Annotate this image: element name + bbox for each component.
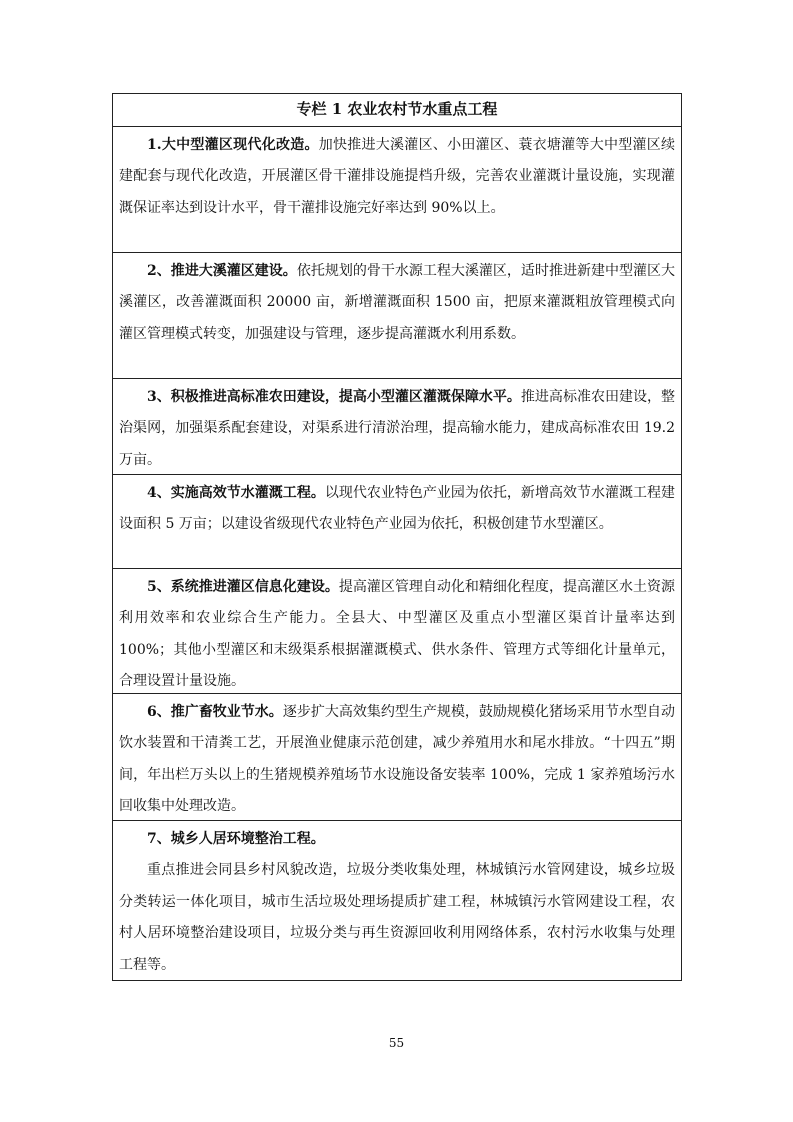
item-heading: 6、推广畜牧业节水。	[147, 704, 283, 720]
page-number: 55	[388, 1036, 405, 1050]
item-heading: 7、城乡人居环境整治工程。	[147, 831, 325, 847]
table-row	[113, 474, 681, 568]
key-projects-table	[112, 93, 682, 981]
table-row	[113, 820, 681, 980]
table-row	[113, 378, 681, 474]
table-row	[113, 568, 681, 693]
item-heading: 3、积极推进高标准农田建设，提高小型灌区灌溉保障水平。	[147, 389, 521, 405]
item-heading: 5、系统推进灌区信息化建设。	[147, 579, 339, 595]
item-body: 重点推进会同县乡村风貌改造，垃圾分类收集处理，林城镇污水管网建设，城乡垃圾分类转运一体化项目，城市生活垃圾处理场提质扩建工程，林城镇污水管网建设工程，农村人居环境整治建设项目，垃圾分类与再生资源回收利用网络体系，农村污水收集与处理工程等。	[119, 862, 675, 973]
item-heading: 4、实施高效节水灌溉工程。	[147, 485, 325, 501]
item-heading: 2、推进大溪灌区建设。	[147, 263, 297, 279]
item-body: 加快推进大溪灌区、小田灌区、蓑衣塘灌等大中型灌区续建配套与现代化改造，开展灌区骨干灌排设施提档升级，完善农业灌溉计量设施，实现灌溉保证率达到设计水平，骨干灌排设施完好率达到 90%以上。	[119, 137, 675, 216]
table-title: 专栏 1 农业农村节水重点工程	[296, 100, 498, 118]
item-body: 以现代农业特色产业园为依托，新增高效节水灌溉工程建设面积 5 万亩；以建设省级现代农业特色产业园为依托，积极创建节水型灌区。	[119, 485, 676, 533]
table-row	[113, 693, 681, 820]
item-body: 逐步扩大高效集约型生产规模，鼓励规模化猪场采用节水型自动饮水装置和干清粪工艺，开展渔业健康示范创建，减少养殖用水和尾水排放。“十四五”期间，年出栏万头以上的生猪规模养殖场节水设施设备安装率 100%，完成 1 家养殖场污水回收集中处理改造。	[119, 704, 675, 815]
item-body: 推进高标准农田建设，整治渠网，加强渠系配套建设，对渠系进行清淤治理，提高输水能力，建成高标准农田 19.2 万亩。	[119, 389, 675, 468]
table-row	[113, 126, 681, 252]
item-heading: 1.大中型灌区现代化改造。	[147, 137, 319, 153]
item-body: 依托规划的骨干水源工程大溪灌区，适时推进新建中型灌区大溪灌区，改善灌溉面积 20000 亩，新增灌溉面积 1500 亩，把原来灌溉粗放管理模式向灌区管理模式转变，加强建设与管理，逐步提高灌溉水利用系数。	[119, 263, 676, 342]
table-row	[113, 252, 681, 378]
item-body: 提高灌区管理自动化和精细化程度，提高灌区水土资源利用效率和农业综合生产能力。全县大、中型灌区及重点小型灌区渠首计量率达到 100%；其他小型灌区和末级渠系根据灌溉模式、供水条件、管理方式等细化计量单元，合理设置计量设施。	[119, 579, 675, 690]
